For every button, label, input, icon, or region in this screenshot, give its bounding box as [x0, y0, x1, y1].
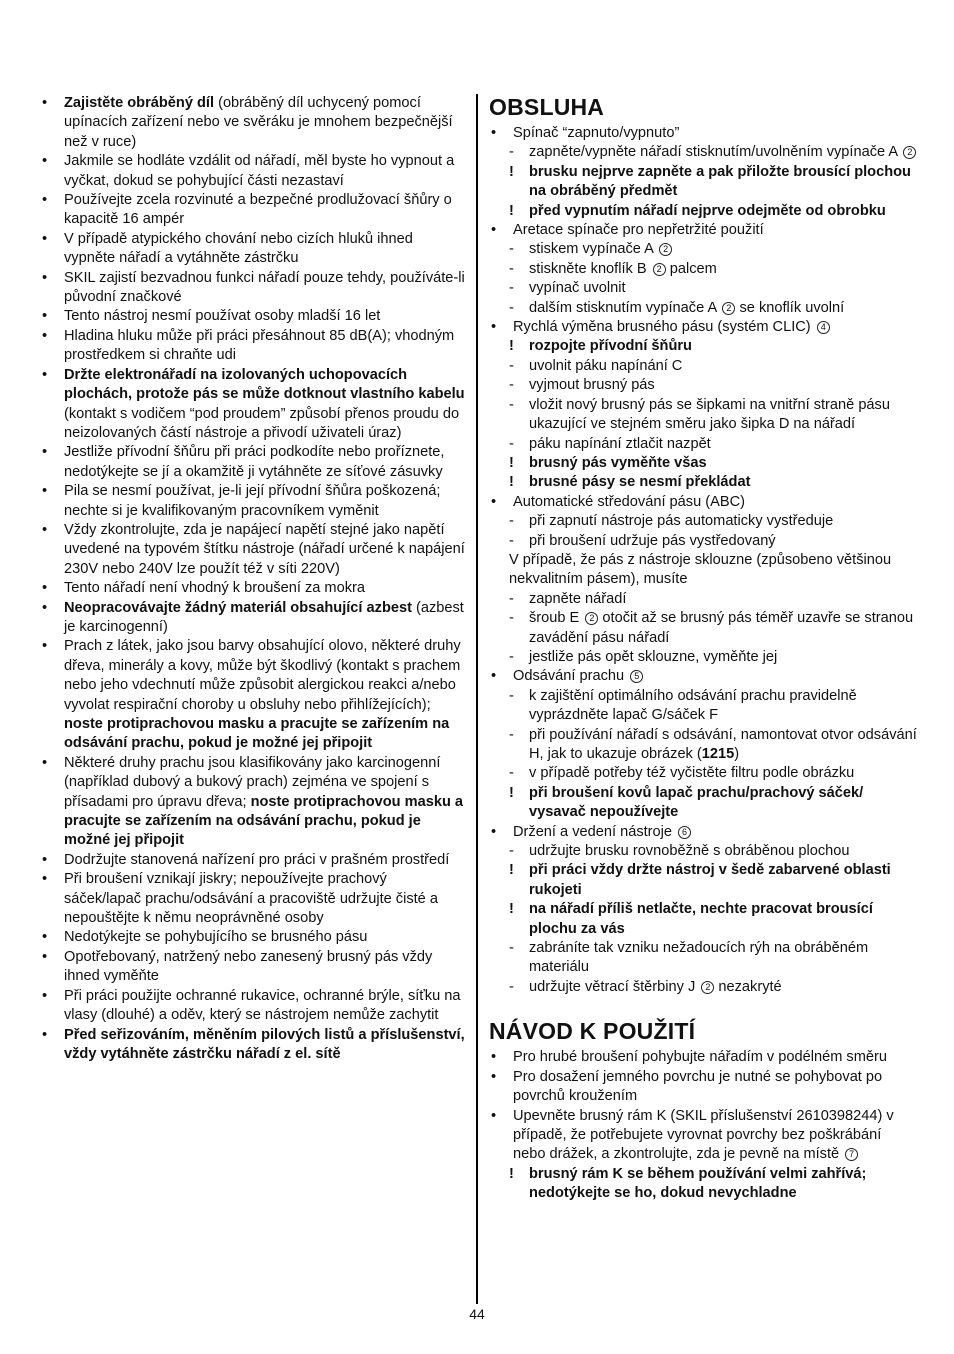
callout-number: 5 — [630, 670, 643, 683]
sub-item: - vyjmout brusný pás — [489, 376, 917, 395]
sub-item: - k zajištění optimálního odsávání prachu pravidelně vyprázdněte lapač G/sáček F — [489, 687, 917, 726]
safety-item: • Neopracovávajte žádný materiál obsahující azbest (azbest je karcinogenní) — [40, 599, 467, 638]
sub-item: - páku napínání ztlačit nazpět — [489, 435, 917, 454]
safety-item: • Některé druhy prachu jsou klasifikovány jako karcinogenní (například dubový a bukový prach) zejména ve spojení s přísadami pro úpravu dřeva; noste protiprachovou masku a pracujte se zařízením na odsávání prachu, pokud je možné jej připojit — [40, 754, 467, 851]
safety-item: • Držte elektronářadí na izolovaných uchopovacích plochách, protože pás se může dotknout vlastního kabelu (kontakt s vodičem “pod proudem” způsobí přenos proudu do neizolovaných částí nástroje a přivodí uživateli úraz) — [40, 366, 467, 444]
callout-number: 4 — [817, 321, 830, 334]
safety-item: • Nedotýkejte se pohybujícího se brusného pásu — [40, 928, 467, 947]
sub-item: - v případě potřeby též vyčistěte filtru podle obrázku — [489, 764, 917, 783]
sub-item: - stiskněte knoflík B 2 palcem — [489, 260, 917, 279]
instructions-column — [489, 94, 917, 1204]
safety-item: • Jakmile se hodláte vzdálit od nářadí, měl byste ho vypnout a vyčkat, dokud se pohybující části nezastaví — [40, 152, 467, 191]
safety-item: • Opotřebovaný, natržený nebo zanesený brusný pás vždy ihned vyměňte — [40, 948, 467, 987]
callout-number: 2 — [653, 263, 666, 276]
sub-item: - zabráníte tak vzniku nežadoucích rýh na obráběném materiálu — [489, 939, 917, 978]
warning-item: ! při práci vždy držte nástroj v šedě zabarvené oblasti rukojeti — [489, 861, 917, 900]
sub-item: - šroub E 2 otočit až se brusný pás téměř uzavře se stranou zavádění pásu nářadí — [489, 609, 917, 648]
warning-item: ! na nářadí příliš netlačte, nechte pracovat brousící plochu za vás — [489, 900, 917, 939]
sub-item: - uvolnit páku napínání C — [489, 357, 917, 376]
safety-item: • Před seřizováním, měněním pilových listů a příslušenství, vždy vytáhněte zástrčku nářadí z el. sítě — [40, 1026, 467, 1065]
sub-item: - udržujte brusku rovnoběžně s obráběnou plochou — [489, 842, 917, 861]
sub-item: - při zapnutí nástroje pás automaticky vystředuje — [489, 512, 917, 531]
callout-number: 2 — [722, 302, 735, 315]
callout-number: 6 — [678, 826, 691, 839]
safety-item: • Zajistěte obráběný díl (obráběný díl uchycený pomocí upínacích zařízení nebo ve svěráku je mnohem bezpečnější než v ruce) — [40, 94, 467, 152]
callout-number: 2 — [903, 146, 916, 159]
warning-item: ! před vypnutím nářadí nejprve odejměte od obrobku — [489, 202, 917, 221]
safety-item: • SKIL zajistí bezvadnou funkci nářadí pouze tehdy, používáte-li původní značkové — [40, 269, 467, 308]
callout-number: 2 — [585, 612, 598, 625]
warning-item: ! brusné pásy se nesmí překládat — [489, 473, 917, 492]
safety-item: • Vždy zkontrolujte, zda je napájecí napětí stejné jako napětí uvedené na typovém štítku nástroje (nářadí určené k napájení 230V nebo 240V lze použít též v síti 220V) — [40, 521, 467, 579]
sub-item: - zapněte nářadí — [489, 590, 917, 609]
callout-number: 7 — [845, 1148, 858, 1161]
safety-item: • Hladina hluku může při práci přesáhnout 85 dB(A); vhodným prostředkem si chraňte udi — [40, 327, 467, 366]
warning-item: ! rozpojte přívodní šňůru — [489, 337, 917, 356]
list-item: • Držení a vedení nástroje 6 — [489, 823, 917, 842]
page-number: 44 — [469, 1306, 485, 1322]
column-divider — [476, 94, 478, 1304]
navod-list — [489, 1048, 917, 1203]
list-item: • Spínač “zapnuto/vypnuto” — [489, 124, 917, 143]
paragraph: V případě, že pás z nástroje sklouzne (způsobeno většinou nekvalitním pásem), musíte — [509, 551, 892, 588]
sub-item: - při používání nářadí s odsávání, namontovat otvor odsávání H, jak to ukazuje obrázek (1215) — [489, 726, 917, 765]
warning-item: ! při broušení kovů lapač prachu/prachový sáček/ vysavač nepoužívejte — [489, 784, 917, 823]
warning-item: ! brusný rám K se během používání velmi zahřívá; nedotýkejte se ho, dokud nevychladne — [489, 1165, 917, 1204]
sub-item: - stiskem vypínače A 2 — [489, 240, 917, 259]
warning-item: ! brusný pás vyměňte všas — [489, 454, 917, 473]
safety-item: • V případě atypického chování nebo cizích hluků ihned vypněte nářadí a vytáhněte zástrčku — [40, 230, 467, 269]
sub-item: - zapněte/vypněte nářadí stisknutím/uvolněním vypínače A 2 — [489, 143, 917, 162]
safety-item: • Pila se nesmí používat, je-li její přívodní šňůra poškozená; nechte si je kvalifikovaným pracovníkem vyměnit — [40, 482, 467, 521]
safety-item: • Prach z látek, jako jsou barvy obsahující olovo, některé druhy dřeva, minerály a kovy, může být škodlivý (kontakt s prachem nebo jeho vdechnutí může způsobit alergickou reakci a/nebo vyvolat respirační choroby u obsluhy nebo přihlížejících); noste protiprachovou masku a pracujte se zařízením na odsávání prachu, pokud je možné jej připojit — [40, 637, 467, 753]
safety-item: • Tento nástroj nesmí používat osoby mladší 16 let — [40, 307, 467, 326]
list-item: • Pro hrubé broušení pohybujte nářadím v podélném směru — [489, 1048, 917, 1067]
list-item: • Odsávání prachu 5 — [489, 667, 917, 686]
list-item: • Pro dosažení jemného povrchu je nutné se pohybovat po povrchů kroužením — [489, 1068, 917, 1107]
sub-item: - jestliže pás opět sklouzne, vyměňte jej — [489, 648, 917, 667]
section-title-navod: NÁVOD K POUŽITÍ — [489, 1018, 696, 1045]
safety-item: • Používejte zcela rozvinuté a bezpečné prodlužovací šňůry o kapacitě 16 ampér — [40, 191, 467, 230]
sub-item: - dalším stisknutím vypínače A 2 se knoflík uvolní — [489, 299, 917, 318]
safety-column — [40, 94, 467, 1064]
safety-item: • Tento nářadí není vhodný k broušení za mokra — [40, 579, 467, 598]
sub-item: - při broušení udržuje pás vystředovaný — [489, 532, 917, 551]
section-title-obsluha: OBSLUHA — [489, 94, 605, 120]
sub-item: - vložit nový brusný pás se šipkami na vnitřní straně pásu ukazující ve stejném směru jako šipka D na nářadí — [489, 396, 917, 435]
callout-number: 2 — [701, 981, 714, 994]
list-item: • Aretace spínače pro nepřetržité použití — [489, 221, 917, 240]
safety-item: • Dodržujte stanovená nařízení pro práci v prašném prostředí — [40, 851, 467, 870]
sub-item: - udržujte větrací štěrbiny J 2 nezakryté — [489, 978, 917, 997]
sub-item: - vypínač uvolnit — [489, 279, 917, 298]
safety-item: • Při práci použijte ochranné rukavice, ochranné brýle, síťku na vlasy (dlouhé) a oděv, který se nástrojem nemůže zachytit — [40, 987, 467, 1026]
warning-item: ! brusku nejprve zapněte a pak přiložte brousící plochou na obráběný předmět — [489, 163, 917, 202]
obsluha-list — [489, 124, 917, 997]
list-item: • Automatické středování pásu (ABC) — [489, 493, 917, 512]
safety-item: • Při broušení vznikají jiskry; nepoužívejte prachový sáček/lapač prachu/odsávání a pracoviště udržujte čisté a nepouštějte k němu neoprávněné osoby — [40, 870, 467, 928]
safety-item: • Jestliže přívodní šňůru při práci podkodíte nebo proříznete, nedotýkejte se jí a okamžitě ji vytáhněte ze síťové zásuvky — [40, 443, 467, 482]
callout-number: 2 — [659, 243, 672, 256]
list-item: • Upevněte brusný rám K (SKIL příslušenství 2610398244) v případě, že potřebujete vyrovnat povrchy bez poškrábání nebo drážek, a zkontrolujte, zda je pevně na místě 7 — [489, 1107, 917, 1165]
safety-list — [40, 94, 467, 1064]
list-item: • Rychlá výměna brusného pásu (systém CLIC) 4 — [489, 318, 917, 337]
